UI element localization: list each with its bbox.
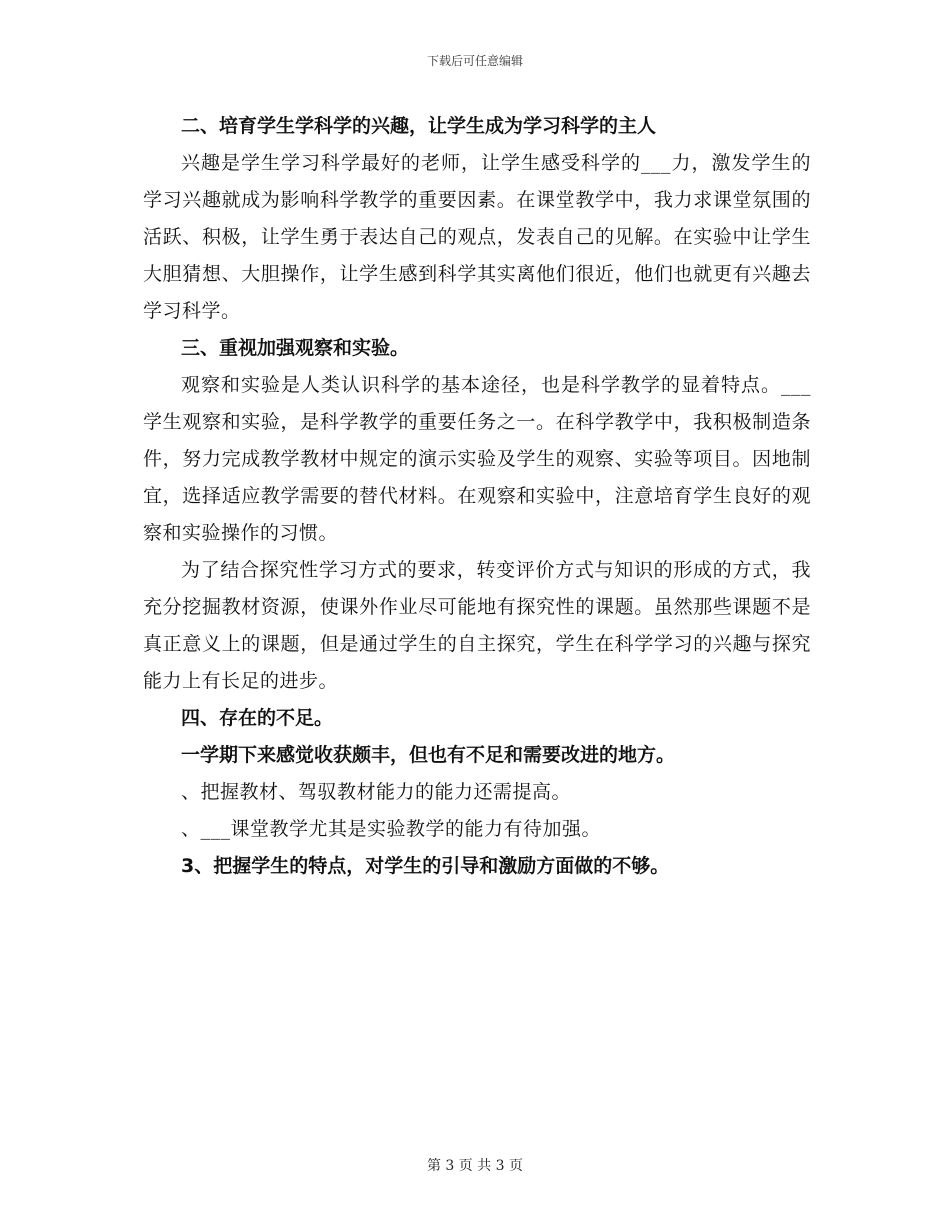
section-2-paragraph-1: 兴趣是学生学习科学最好的老师，让学生感受科学的___力，激发学生的学习兴趣就成为影响科学教学的重要因素。在课堂教学中，我力求课堂氛围的活跃、积极，让学生勇于表达自己的观点，发表自己的见解。在实验中让学生大胆猜想、大胆操作，让学生感到科学其实离他们很近，他们也就更有兴趣去学习科学。 — [143, 152, 811, 322]
section-heading-3: 三、重视加强观察和实验。 — [181, 337, 410, 359]
list-item-1: 、把握教材、驾驭教材能力的能力还需提高。 — [181, 781, 572, 803]
page-number: 第 3 页 共 3 页 — [426, 1158, 524, 1174]
document-body — [143, 108, 811, 885]
list-item-2: 、___课堂教学尤其是实验教学的能力有待加强。 — [181, 818, 602, 840]
section-3-paragraph-1: 观察和实验是人类认识科学的基本途径，也是科学教学的显着特点。___学生观察和实验，是科学教学的重要任务之一。在科学教学中，我积极制造条件，努力完成教学教材中规定的演示实验及学生的观察、实验等项目。因地制宜，选择适应教学需要的替代材料。在观察和实验中，注意培育学生良好的观察和实验操作的习惯。 — [143, 374, 811, 544]
section-heading-2: 二、培育学生学科学的兴趣，让学生成为学习科学的主人 — [181, 115, 657, 137]
section-3-paragraph-2: 为了结合探究性学习方式的要求，转变评价方式与知识的形成的方式，我充分挖掘教材资源，使课外作业尽可能地有探究性的课题。虽然那些课题不是真正意义上的课题，但是通过学生的自主探究，学生在科学学习的兴趣与探究能力上有长足的进步。 — [143, 559, 811, 692]
section-heading-4: 四、存在的不足。 — [181, 707, 334, 729]
page-header: 下载后可任意编辑 — [426, 54, 523, 68]
list-item-3: 3、把握学生的特点，对学生的引导和激励方面做的不够。 — [181, 855, 670, 877]
section-4-intro: 一学期下来感觉收获颇丰，但也有不足和需要改进的地方。 — [181, 744, 676, 766]
